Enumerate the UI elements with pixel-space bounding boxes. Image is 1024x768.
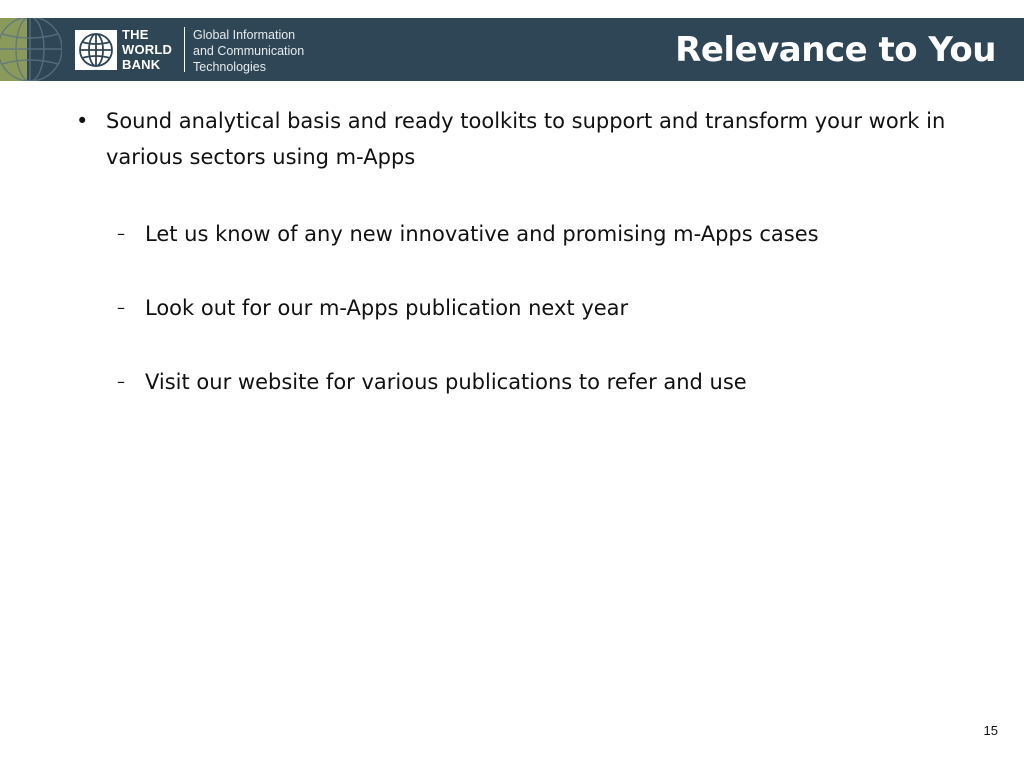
slide-title: Relevance to You — [675, 30, 996, 70]
sub-bullet-text: Visit our website for various publications to refer and use — [145, 370, 747, 394]
sub-bullet-text: Let us know of any new innovative and promising m-Apps cases — [145, 222, 819, 246]
department-line: Technologies — [193, 60, 266, 74]
sub-bullet-marker: – — [117, 372, 125, 391]
sub-bullet-text: Look out for our m-Apps publication next year — [145, 296, 629, 320]
wordmark-line: BANK — [122, 57, 161, 72]
department-line: Global Information — [193, 28, 296, 42]
sub-bullet-marker: – — [117, 298, 125, 317]
bullet-marker: • — [76, 109, 89, 133]
department-line: and Communication — [193, 44, 305, 58]
sub-bullet-marker: – — [117, 224, 125, 243]
main-bullet-text: Sound analytical basis and ready toolkits to support and transform your work in various sectors using m-Apps — [106, 109, 946, 169]
page-number: 15 — [983, 723, 998, 738]
wordmark-line: THE — [122, 27, 149, 42]
wordmark-line: WORLD — [122, 42, 173, 57]
